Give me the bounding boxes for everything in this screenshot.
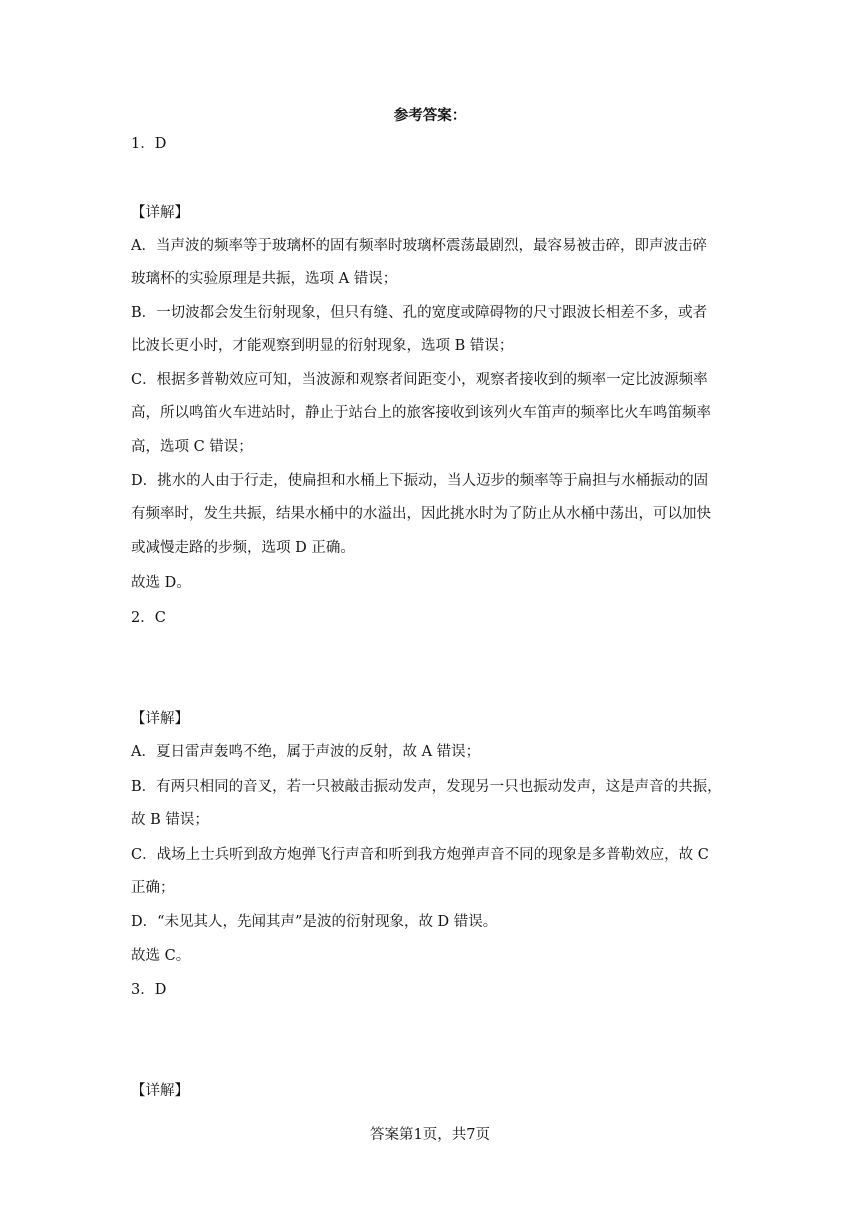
answer-1-line-7: 高，选项 C 错误； xyxy=(131,439,253,455)
answer-1-number: 1．D xyxy=(131,136,167,152)
answer-2-detail-label: 【详解】 xyxy=(131,711,189,727)
page-title: 参考答案： xyxy=(393,107,467,124)
answer-1-line-2: 玻璃杯的实验原理是共振，选项 A 错误； xyxy=(131,271,398,287)
answer-1-line-8: D．挑水的人由于行走，使扁担和水桶上下振动，当人迈步的频率等于扁担与水桶振动的固 xyxy=(131,473,709,489)
answer-2-conclusion: 故选 C。 xyxy=(131,948,191,964)
answer-2-number: 2．C xyxy=(131,610,166,626)
answer-2-line-2: B．有两只相同的音叉，若一只被敲击振动发声，发现另一只也振动发声，这是声音的共振， xyxy=(131,779,722,795)
answer-3-number: 3．D xyxy=(131,982,167,998)
answer-2-line-6: D．“未见其人，先闻其声”是波的衍射现象，故 D 错误。 xyxy=(131,914,498,930)
answer-1-conclusion: 故选 D。 xyxy=(131,575,191,591)
answer-1-line-9: 有频率时，发生共振，结果水桶中的水溢出，因此挑水时为了防止从水桶中荡出，可以加快 xyxy=(131,506,711,522)
answer-3-detail-label: 【详解】 xyxy=(131,1083,189,1099)
answer-1-detail-label: 【详解】 xyxy=(131,205,189,221)
page-footer: 答案第1页，共7页 xyxy=(370,1127,490,1143)
answer-2-line-4: C．战场上士兵听到敌方炮弹飞行声音和听到我方炮弹声音不同的现象是多普勒效应，故 C xyxy=(131,847,709,863)
answer-1-line-3: B．一切波都会发生衍射现象，但只有缝、孔的宽度或障碍物的尺寸跟波长相差不多，或者 xyxy=(131,305,708,321)
answer-2-line-3: 故 B 错误； xyxy=(131,812,209,828)
answer-2-line-1: A．夏日雷声轰鸣不绝，属于声波的反射，故 A 错误； xyxy=(131,744,481,760)
answer-1-line-6: 高，所以鸣笛火车进站时，静止于站台上的旅客接收到该列火车笛声的频率比火车鸣笛频率 xyxy=(131,405,711,421)
answer-1-line-4: 比波长更小时，才能观察到明显的衍射现象，选项 B 错误； xyxy=(131,338,514,354)
answer-1-line-5: C．根据多普勒效应可知，当波源和观察者间距变小，观察者接收到的频率一定比波源频率 xyxy=(131,372,708,388)
answer-1-line-10: 或减慢走路的步频，选项 D 正确。 xyxy=(131,540,355,556)
answer-2-line-5: 正确； xyxy=(131,880,175,896)
answer-1-line-1: A．当声波的频率等于玻璃杯的固有频率时玻璃杯震荡最剧烈，最容易被击碎，即声波击碎 xyxy=(131,238,707,254)
